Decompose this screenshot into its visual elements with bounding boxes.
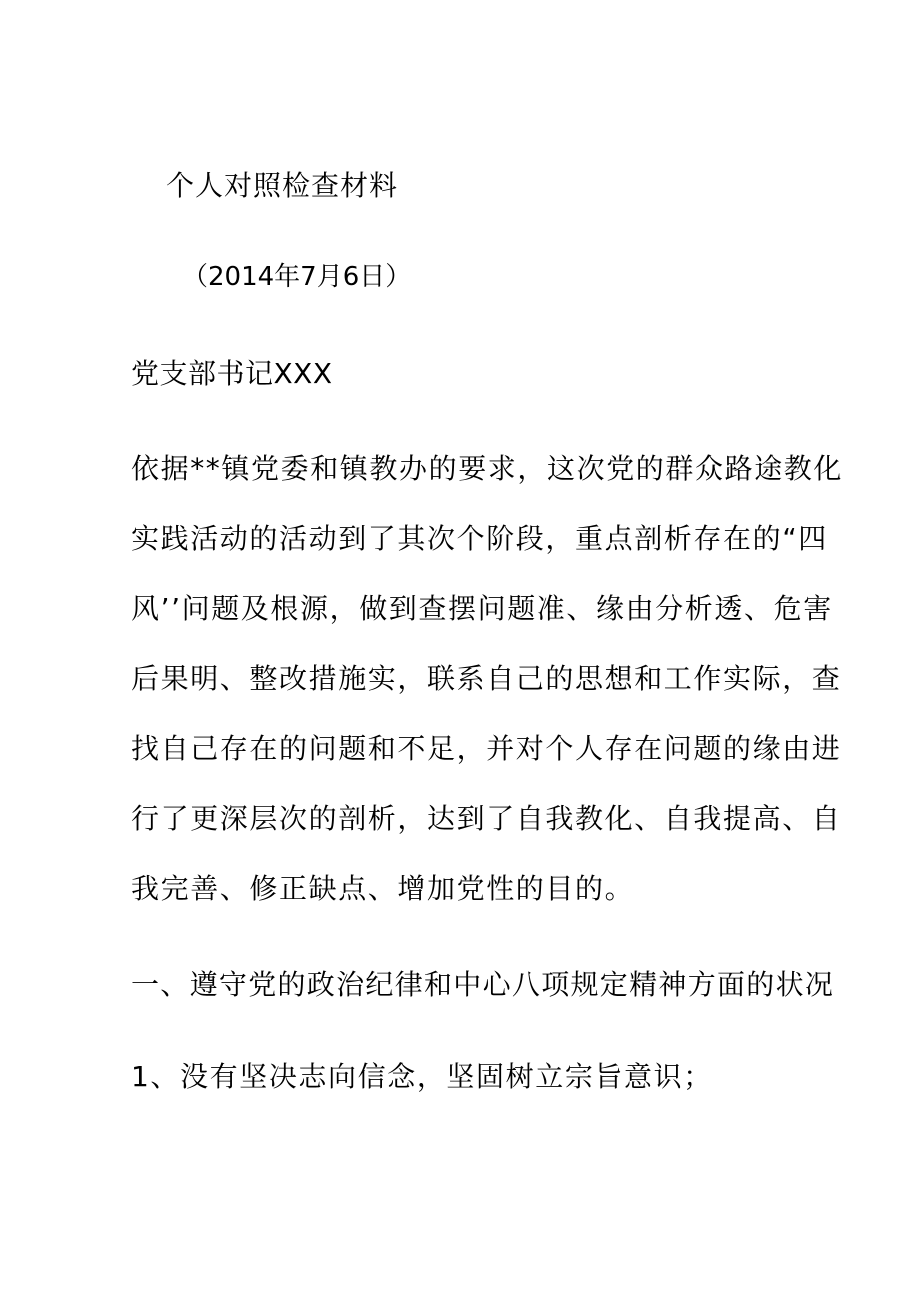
paragraph-line: 我完善、修正缺点、增加党性的目的。: [131, 872, 635, 905]
intro-paragraph: [131, 452, 844, 942]
list-item: 1、没有坚决志向信念，坚固树立宗旨意识；: [131, 1060, 713, 1093]
document-author: 党支部书记XXX: [131, 357, 333, 390]
paragraph-line: 风’’问题及根源，做到查摆问题准、缘由分析透、危害: [131, 592, 833, 625]
paragraph-line: 实践活动的活动到了其次个阶段，重点剖析存在的“四: [131, 522, 828, 555]
paragraph-line: 行了更深层次的剖析，达到了自我教化、自我提高、自: [131, 802, 842, 835]
paragraph-line: 后果明、整改措施实，联系自己的思想和工作实际，查: [131, 662, 842, 695]
paragraph-line: 依据**镇党委和镇教办的要求，这次党的群众路途教化: [131, 452, 844, 485]
paragraph-line: 找自己存在的问题和不足，并对个人存在问题的缘由进: [131, 732, 842, 765]
section-heading: 一、遵守党的政治纪律和中心八项规定精神方面的状况: [131, 968, 835, 1001]
document-title: 个人对照检查材料: [166, 169, 399, 202]
document-date: （2014年7月6日）: [182, 262, 412, 292]
